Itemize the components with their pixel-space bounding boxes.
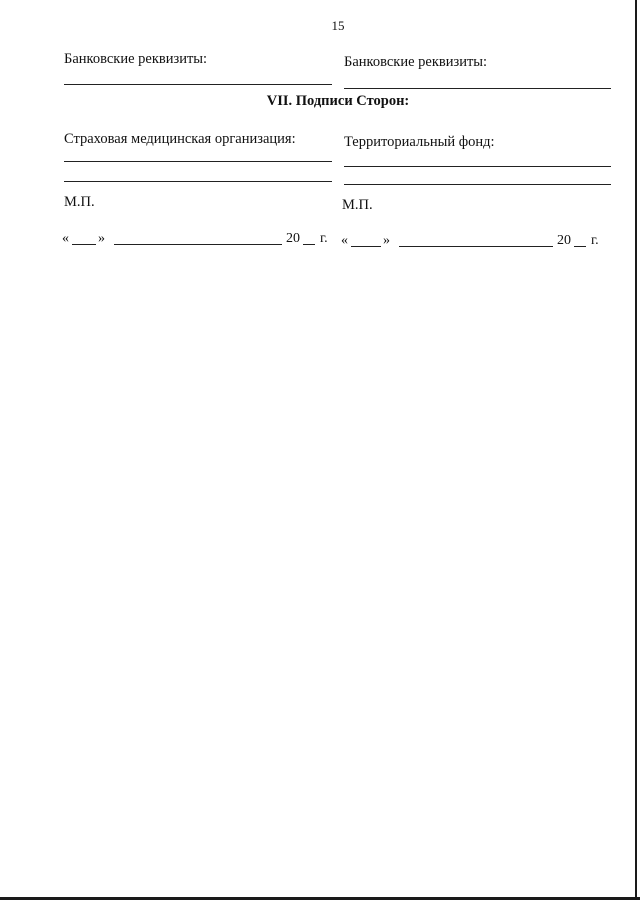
seal-label-left: М.П. — [64, 194, 95, 210]
date-line-left — [62, 231, 332, 245]
date-open-quote-right: « — [341, 233, 348, 248]
bank-details-label-right: Банковские реквизиты: — [344, 54, 488, 70]
insurer-signature-line-1 — [64, 161, 332, 162]
date-year-prefix-left: 20 — [286, 231, 300, 246]
date-month-blank-left — [114, 244, 282, 245]
date-year-blank-right — [574, 246, 586, 247]
date-year-blank-left — [303, 244, 315, 245]
fund-signature-line-2 — [344, 184, 611, 185]
date-line-right — [341, 233, 609, 247]
date-day-blank-right — [351, 246, 381, 247]
section-title: VII. Подписи Сторон: — [266, 93, 410, 109]
bank-details-label-left: Банковские реквизиты: — [64, 51, 208, 67]
date-year-suffix-left: г. — [320, 231, 328, 246]
date-year-suffix-right: г. — [591, 233, 599, 248]
scan-edge-right — [635, 0, 637, 900]
territorial-fund-label: Территориальный фонд: — [344, 134, 495, 150]
bank-details-line-left — [64, 84, 332, 85]
insurer-signature-line-2 — [64, 181, 332, 182]
date-month-blank-right — [399, 246, 553, 247]
date-open-quote-left: « — [62, 231, 69, 246]
date-year-prefix-right: 20 — [557, 233, 571, 248]
insurer-label: Страховая медицинская организация: — [64, 131, 296, 147]
date-close-quote-right: » — [383, 233, 390, 248]
seal-label-right: М.П. — [342, 197, 373, 213]
bank-details-line-right — [344, 88, 611, 89]
date-day-blank-left — [72, 244, 96, 245]
date-close-quote-left: » — [98, 231, 105, 246]
fund-signature-line-1 — [344, 166, 611, 167]
page-number: 15 — [331, 18, 345, 33]
